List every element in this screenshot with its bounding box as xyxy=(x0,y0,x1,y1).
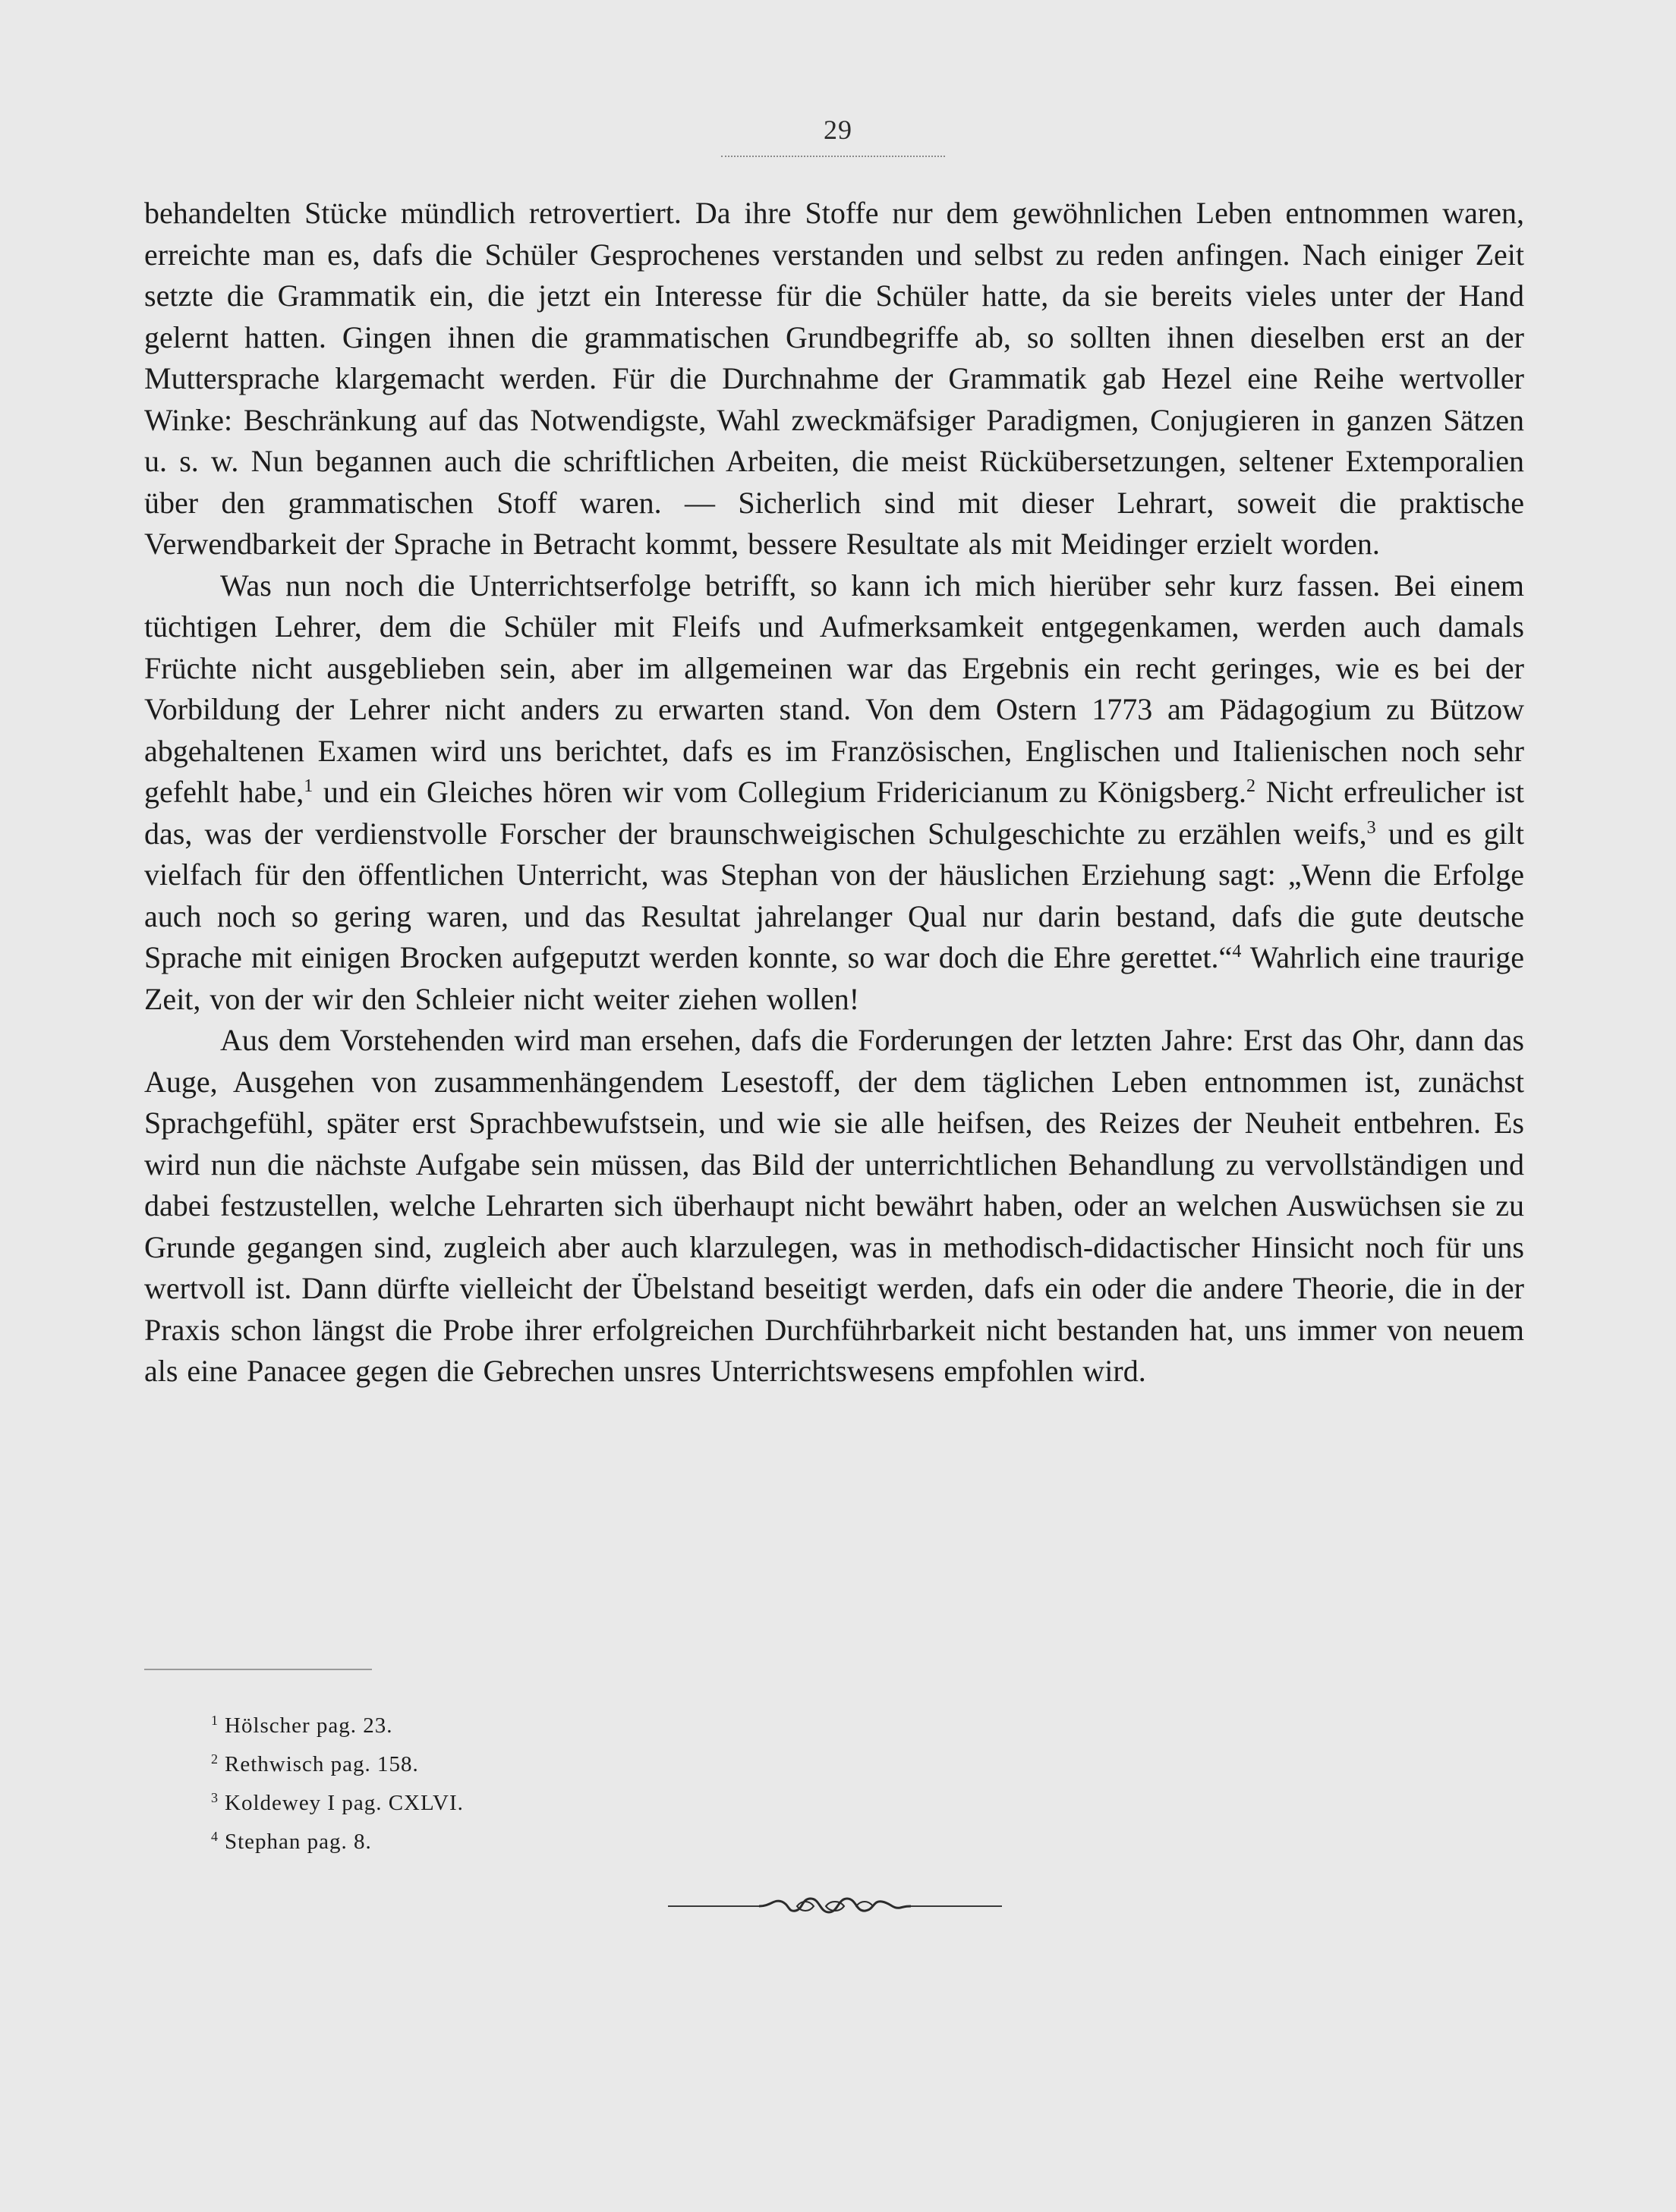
footnote-1 xyxy=(211,1704,894,1742)
page-number: 29 xyxy=(824,115,852,145)
paragraph-1 xyxy=(144,193,1524,565)
body-text xyxy=(144,193,1524,1392)
paragraph-2-text-c: Nicht erfreulicher ist das, was der verdienstvolle Forscher der braunschweigischen Schulgeschichte zu erzählen weifs, xyxy=(144,775,1525,851)
paragraph-2-text-d: und es gilt vielfach für den öffentlichen Unterricht, was Stephan von der häuslichen Erziehung sagt: „Wenn die Erfolge auch noch so gering waren, und das Resultat jahrelanger Qual nur darin bestand, dafs die gute deutsche Sprache mit einigen Brocken aufgeputzt werden konnte, so war doch die Ehre gerettet.“ xyxy=(144,816,1524,974)
header-rule xyxy=(721,156,945,157)
paragraph-2 xyxy=(144,565,1524,1021)
footnote-mark: 4 xyxy=(211,1829,219,1844)
paragraph-3 xyxy=(144,1020,1524,1392)
paragraph-2-text-b: und ein Gleiches hören wir vom Collegium Fridericianum zu Königsberg. xyxy=(313,775,1246,809)
footnotes xyxy=(211,1704,894,1858)
footnote-ref-3: 3 xyxy=(1366,817,1376,838)
footnote-text: Rethwisch pag. 158. xyxy=(225,1752,419,1776)
footnote-mark: 1 xyxy=(211,1713,219,1728)
footnote-ref-4: 4 xyxy=(1232,942,1242,961)
footnote-4 xyxy=(211,1820,894,1858)
footnote-text: Hölscher pag. 23. xyxy=(225,1713,393,1738)
footnote-text: Stephan pag. 8. xyxy=(225,1830,372,1854)
paragraph-1-text: behandelten Stücke mündlich retrovertiert. Da ihre Stoffe nur dem gewöhnlichen Leben entnommen waren, erreichte man es, dafs die Schüler Gesprochenes verstanden und selbst zu reden anfingen. Nach einiger Zeit setzte die Grammatik ein, die jetzt ein Interesse für die Schüler hatte, da sie bereits vieles unter der Hand gelernt hatten. Gingen ihnen die grammatischen Grundbegriffe ab, so sollten ihnen dieselben erst an der Muttersprache klargemacht werden. Für die Durchnahme der Grammatik gab Hezel eine Reihe wertvoller Winke: Beschränkung auf das Notwendigste, Wahl zweckmäfsiger Paradigmen, Conjugieren in ganzen Sätzen u. s. w. Nun begannen auch die schriftlichen Arbeiten, die meist Rückübersetzungen, seltener Extemporalien über den grammatischen Stoff waren. — Sicherlich sind mit dieser Lehrart, soweit die praktische Verwendbarkeit der Sprache in Betracht kommt, bessere Resultate als mit Meidinger erzielt worden. xyxy=(144,196,1524,561)
footnote-mark: 3 xyxy=(211,1790,219,1805)
ornament-divider xyxy=(668,1889,1002,1920)
footnote-rule xyxy=(144,1669,372,1670)
footnote-ref-2: 2 xyxy=(1246,776,1255,796)
footnote-ref-1: 1 xyxy=(304,776,313,796)
footnote-2 xyxy=(211,1742,894,1781)
paragraph-3-text: Aus dem Vorstehenden wird man ersehen, dafs die Forderungen der letzten Jahre: Erst das Ohr, dann das Auge, Ausgehen von zusammenhängendem Lesestoff, der dem täglichen Leben entnommen ist, zunächst Sprachgefühl, später erst Sprachbewufstsein, und wie sie alle heifsen, des Reizes der Neuheit entbehren. Es wird nun die nächste Aufgabe sein müssen, das Bild der unterrichtlichen Behandlung zu vervollständigen und dabei festzustellen, welche Lehrarten sich überhaupt nicht bewährt haben, oder an welchen Auswüchsen sie zu Grunde gegangen sind, zugleich aber auch klarzulegen, was in methodisch-didactischer Hinsicht noch für uns wertvoll ist. Dann dürfte vielleicht der Übelstand beseitigt werden, dafs ein oder die andere Theorie, die in der Praxis schon längst die Probe ihrer erfolgreichen Durchführbarkeit nicht bestanden hat, uns immer von neuem als eine Panacee gegen die Gebrechen unsres Unterrichtswesens empfohlen wird. xyxy=(144,1023,1524,1388)
paragraph-2-text-a: Was nun noch die Unterrichtserfolge betrifft, so kann ich mich hierüber sehr kurz fassen. Bei einem tüchtigen Lehrer, dem die Schüler mit Fleifs und Aufmerksamkeit entgegenkamen, werden auch damals Früchte nicht ausgeblieben sein, aber im allgemeinen war das Ergebnis ein recht geringes, wie es bei der Vorbildung der Lehrer nicht anders zu erwarten stand. Von dem Ostern 1773 am Pädagogium zu Bützow abgehaltenen Examen wird uns berichtet, dafs es im Französischen, Englischen und Italienischen noch sehr gefehlt habe, xyxy=(144,568,1524,809)
paragraph-2-text-e: Wahrlich eine traurige Zeit, von der wir den Schleier nicht weiter ziehen wollen! xyxy=(144,940,1524,1016)
footnote-text: Koldewey I pag. CXLVI. xyxy=(225,1791,464,1815)
footnote-mark: 2 xyxy=(211,1751,219,1767)
footnote-3 xyxy=(211,1781,894,1820)
